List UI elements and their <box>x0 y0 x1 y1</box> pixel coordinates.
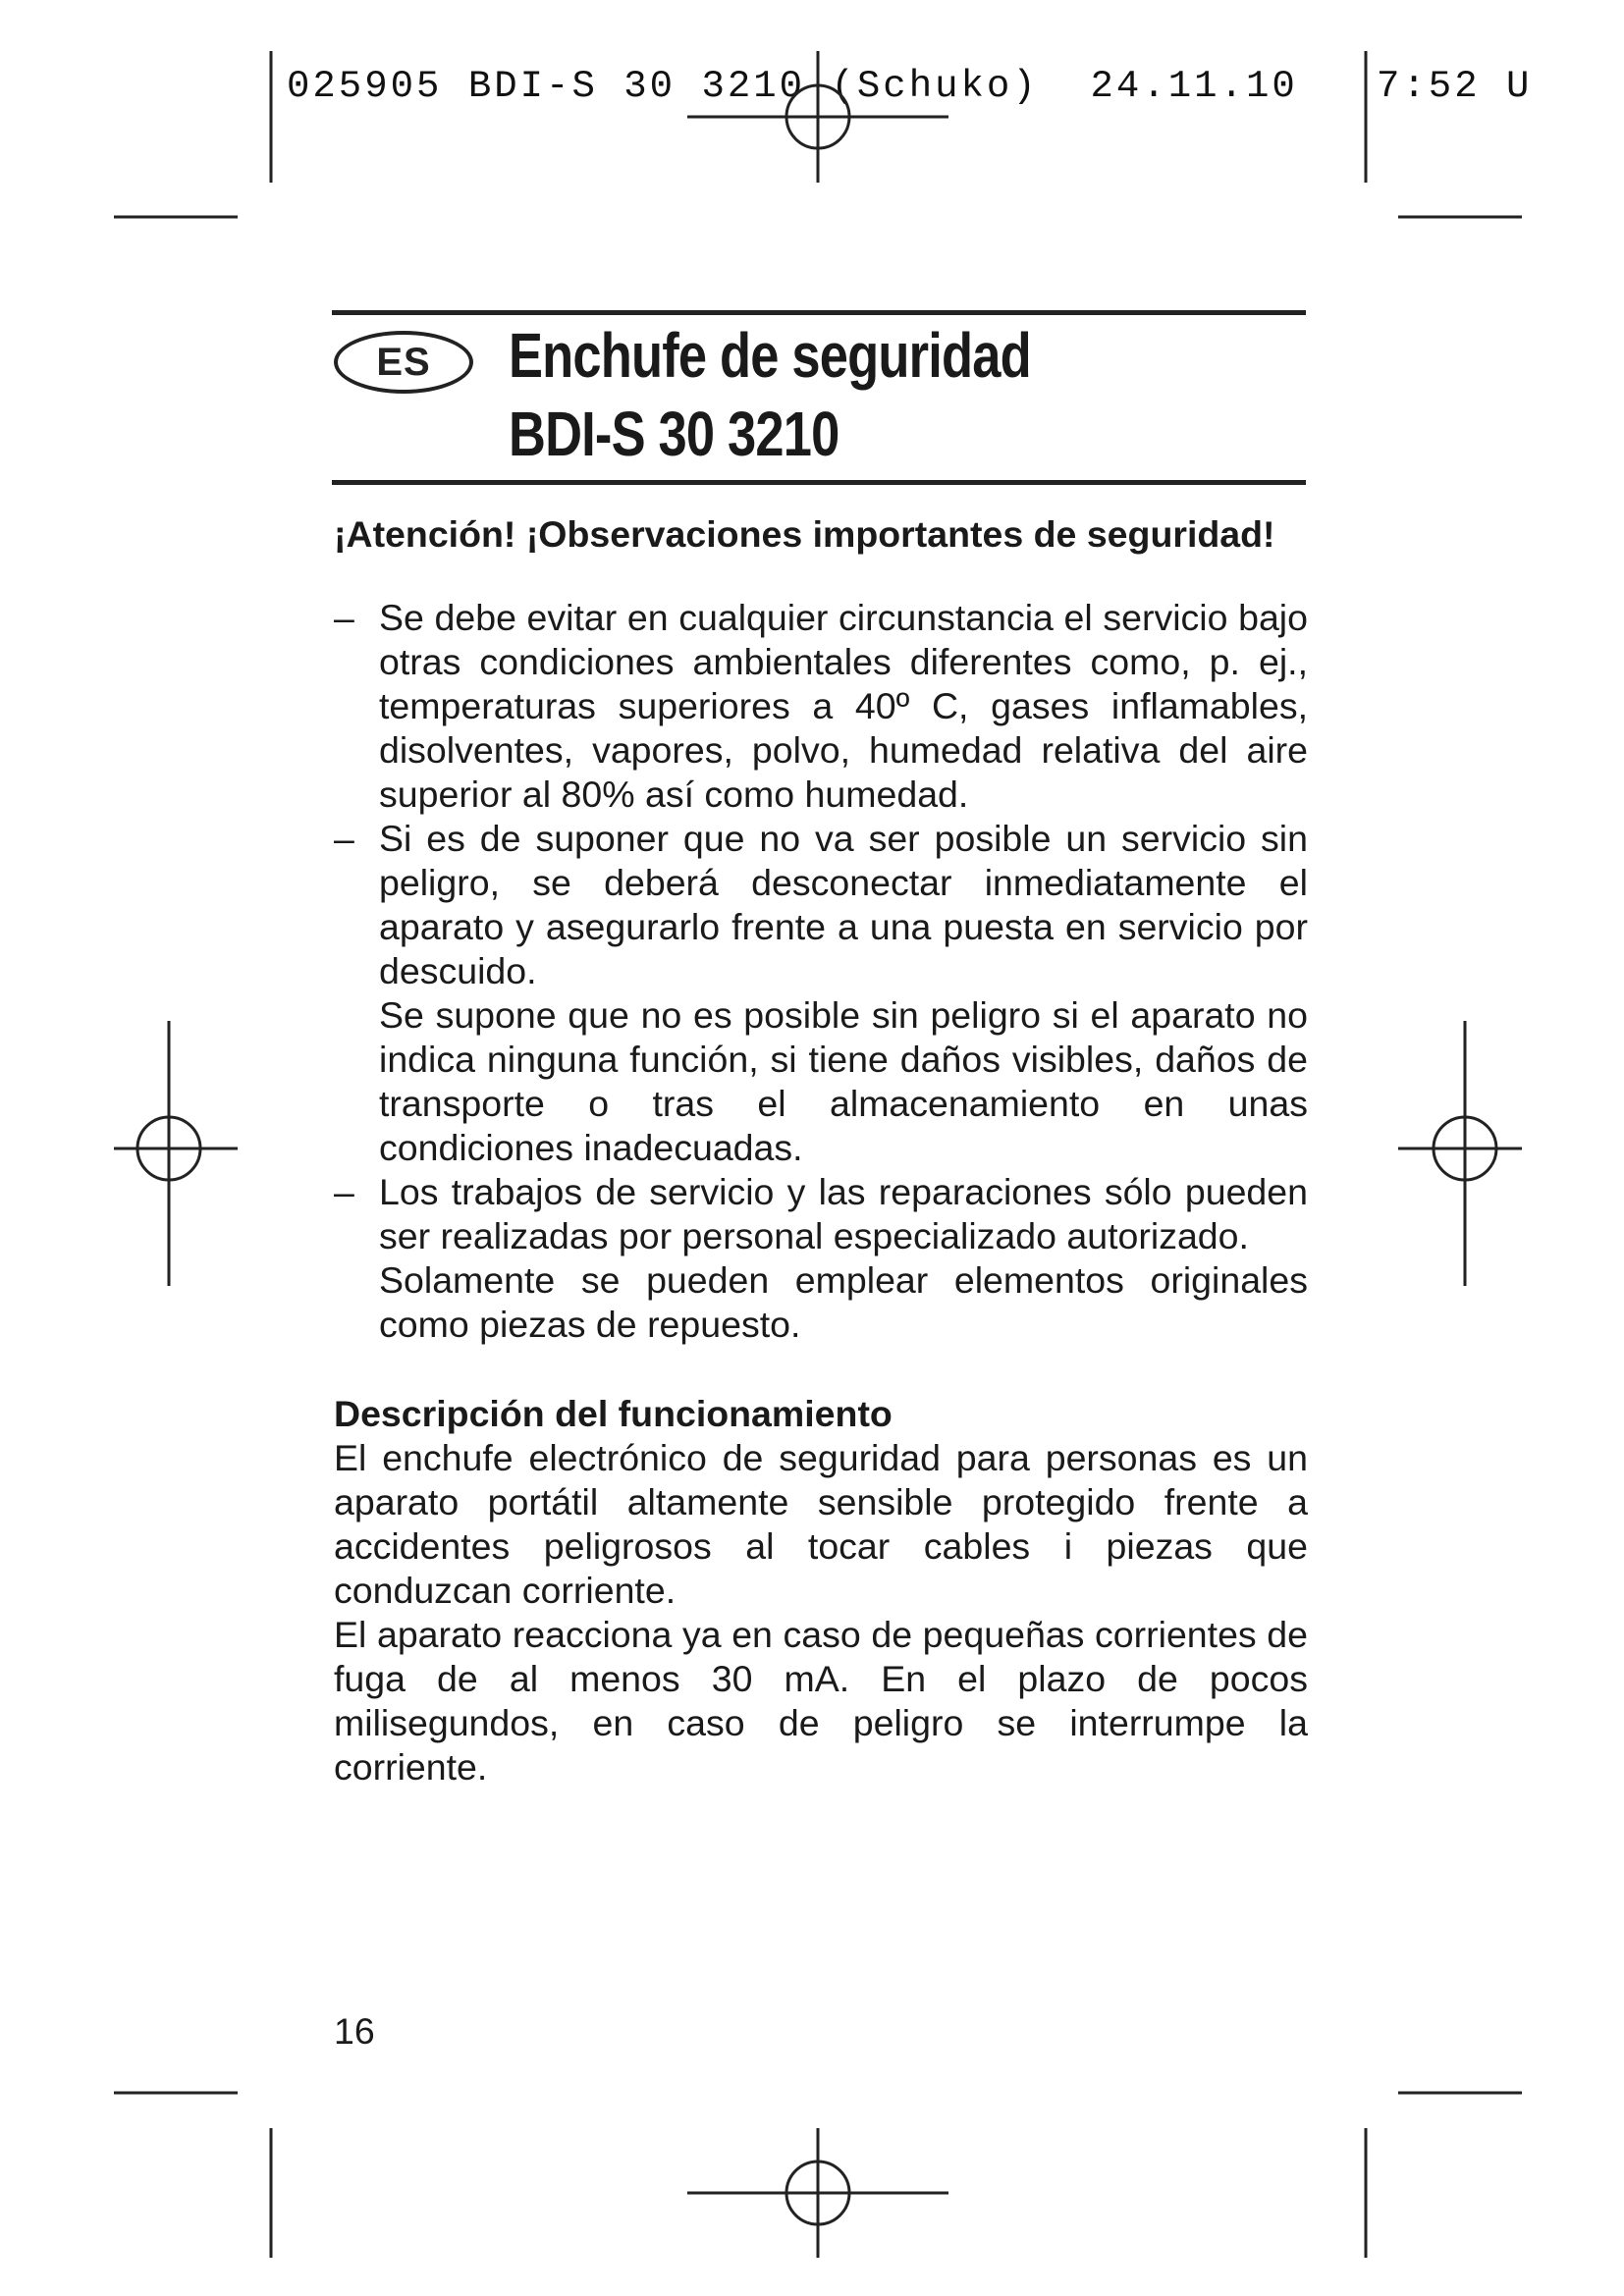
list-item <box>334 596 1308 817</box>
description-paragraph: El aparato reacciona ya en caso de pequeñas corrientes de fuga de al menos 30 mA. En el plazo de pocos milisegundos, en caso de peligro se interrumpe la corriente. <box>334 1614 1308 1788</box>
page-title <box>509 316 1031 473</box>
language-badge: ES <box>334 331 473 394</box>
header-rule-top <box>332 310 1306 315</box>
list-dash: – <box>334 818 354 859</box>
list-dash: – <box>334 1171 354 1212</box>
list-dash: – <box>334 597 354 638</box>
registration-mark-bottom <box>687 2128 948 2258</box>
list-item-text: Se debe evitar en cualquier circunstancia el servicio bajo otras condiciones ambientales diferentes como, p. ej., temperaturas superiores a 40º C, gases inflamables, disolventes, vapores, polvo, humedad relativa del aire superior al 80% así como humedad. <box>379 597 1308 815</box>
description-heading: Descripción del funcionamiento <box>334 1393 893 1434</box>
description-paragraph: El enchufe electrónico de seguridad para personas es un aparato portátil altamente sensible protegido frente a accidentes peligrosos al tocar cables i piezas que conduzcan corriente. <box>334 1437 1308 1611</box>
header-rule-bottom <box>332 480 1306 485</box>
registration-mark-right <box>1398 1021 1522 1286</box>
registration-mark-top <box>687 51 948 183</box>
list-item-text: Se supone que no es posible sin peligro si el aparato no indica ninguna función, si tiene daños visibles, daños de transporte o tras el almacenamiento en unas condiciones inadecuadas. <box>379 994 1308 1168</box>
list-item <box>334 1170 1308 1347</box>
title-line-2: BDI-S 30 3210 <box>509 399 839 469</box>
page-number: 16 <box>334 2010 375 2052</box>
list-item-text: Los trabajos de servicio y las reparaciones sólo pueden ser realizadas por personal especializado autorizado. <box>379 1171 1308 1256</box>
list-item-text: Solamente se pueden emplear elementos originales como piezas de repuesto. <box>379 1259 1308 1345</box>
document-body <box>334 512 1308 1789</box>
registration-mark-left <box>114 1021 238 1286</box>
print-slug-time: 7:52 U <box>1377 65 1533 108</box>
title-line-1: Enchufe de seguridad <box>509 320 1031 391</box>
list-item-text: Si es de suponer que no va ser posible un servicio sin peligro, se deberá desconectar inmediatamente el aparato y asegurarlo frente a una puesta en servicio por descuido. <box>379 818 1308 991</box>
safety-heading: ¡Atención! ¡Observaciones importantes de seguridad! <box>334 513 1275 555</box>
list-item <box>334 817 1308 1170</box>
safety-list <box>334 596 1308 1347</box>
print-slug: 025905 BDI-S 30 3210 (Schuko) 24.11.10 <box>287 65 1298 108</box>
